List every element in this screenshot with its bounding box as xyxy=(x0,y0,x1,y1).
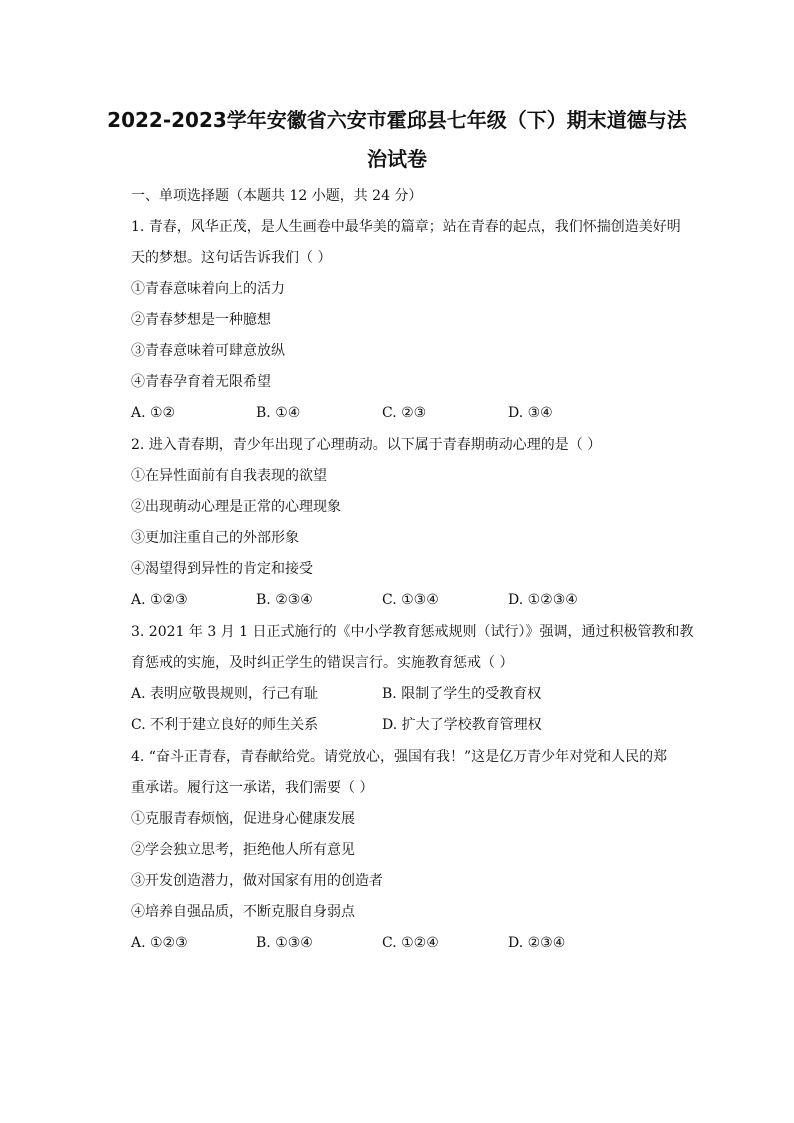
q2-stem-line-1: 2. 进入青春期，青少年出现了心理萌动。以下属于青春期萌动心理的是（ ） xyxy=(131,437,602,453)
q1-stem-line-1: 1. 青春，风华正茂，是人生画卷中最华美的篇章；站在青春的起点，我们怀揣创造美好明 xyxy=(131,219,681,235)
q2-item-2: ②出现萌动心理是正常的心理现象 xyxy=(131,499,341,515)
q1-options xyxy=(131,403,671,423)
q4-item-2: ②学会独立思考，拒绝他人所有意见 xyxy=(131,842,355,858)
q4-item-4: ④培养自强品质，不断克服自身弱点 xyxy=(131,904,355,920)
q2-options xyxy=(131,590,671,610)
q1-item-4: ④青春孕育着无限希望 xyxy=(131,374,271,390)
q4-option-c[interactable]: C. ①②④ xyxy=(382,935,439,951)
q1-option-a[interactable]: A. ①② xyxy=(131,405,176,421)
q1-option-c[interactable]: C. ②③ xyxy=(382,405,427,421)
q2-option-d[interactable]: D. ①②③④ xyxy=(508,592,578,608)
q2-option-a[interactable]: A. ①②③ xyxy=(131,592,188,608)
q4-item-1: ①克服青春烦恼，促进身心健康发展 xyxy=(131,811,355,827)
q3-option-b[interactable]: B. 限制了学生的受教育权 xyxy=(382,686,542,702)
q2-option-b[interactable]: B. ②③④ xyxy=(256,592,313,608)
q1-item-2: ②青春梦想是一种臆想 xyxy=(131,312,271,328)
q4-options xyxy=(131,933,671,953)
q3-options-row-2 xyxy=(131,715,671,735)
q3-option-a[interactable]: A. 表明应敬畏规则，行己有耻 xyxy=(131,686,319,702)
q1-item-1: ①青春意味着向上的活力 xyxy=(131,281,285,297)
q3-stem-line-1: 3. 2021 年 3 月 1 日正式施行的《中小学教育惩戒规则（试行）》强调，通过积极管教和教 xyxy=(131,624,694,640)
q1-item-3: ③青春意味着可肆意放纵 xyxy=(131,343,285,359)
q2-item-1: ①在异性面前有自我表现的欲望 xyxy=(131,468,327,484)
q3-option-d[interactable]: D. 扩大了学校教育管理权 xyxy=(382,717,542,733)
q2-item-4: ④渴望得到异性的肯定和接受 xyxy=(131,561,313,577)
q3-options-row-1 xyxy=(131,684,671,704)
q4-item-3: ③开发创造潜力，做对国家有用的创造者 xyxy=(131,873,383,889)
q1-option-b[interactable]: B. ①④ xyxy=(256,405,301,421)
exam-title-line-1: 2022-2023学年安徽省六安市霍邱县七年级（下）期末道德与法 xyxy=(107,108,687,132)
q2-item-3: ③更加注重自己的外部形象 xyxy=(131,530,299,546)
q3-option-c[interactable]: C. 不利于建立良好的师生关系 xyxy=(131,717,319,733)
q3-stem-line-2: 育惩戒的实施，及时纠正学生的错误言行。实施教育惩戒（ ） xyxy=(131,655,514,671)
q4-option-a[interactable]: A. ①②③ xyxy=(131,935,188,951)
q2-option-c[interactable]: C. ①③④ xyxy=(382,592,439,608)
exam-title-line-2: 治试卷 xyxy=(367,147,427,171)
q4-option-d[interactable]: D. ②③④ xyxy=(508,935,566,951)
q4-option-b[interactable]: B. ①③④ xyxy=(256,935,313,951)
q1-option-d[interactable]: D. ③④ xyxy=(508,405,553,421)
q4-stem-line-2: 重承诺。履行这一承诺，我们需要（ ） xyxy=(131,780,374,796)
q4-stem-line-1: 4. “奋斗正青春，青春献给党。请党放心，强国有我！”这是亿万青少年对党和人民的郑 xyxy=(131,749,668,765)
q1-stem-line-2: 天的梦想。这句话告诉我们（ ） xyxy=(131,250,332,266)
section-heading: 一、单项选择题（本题共 12 小题，共 24 分） xyxy=(131,188,423,204)
